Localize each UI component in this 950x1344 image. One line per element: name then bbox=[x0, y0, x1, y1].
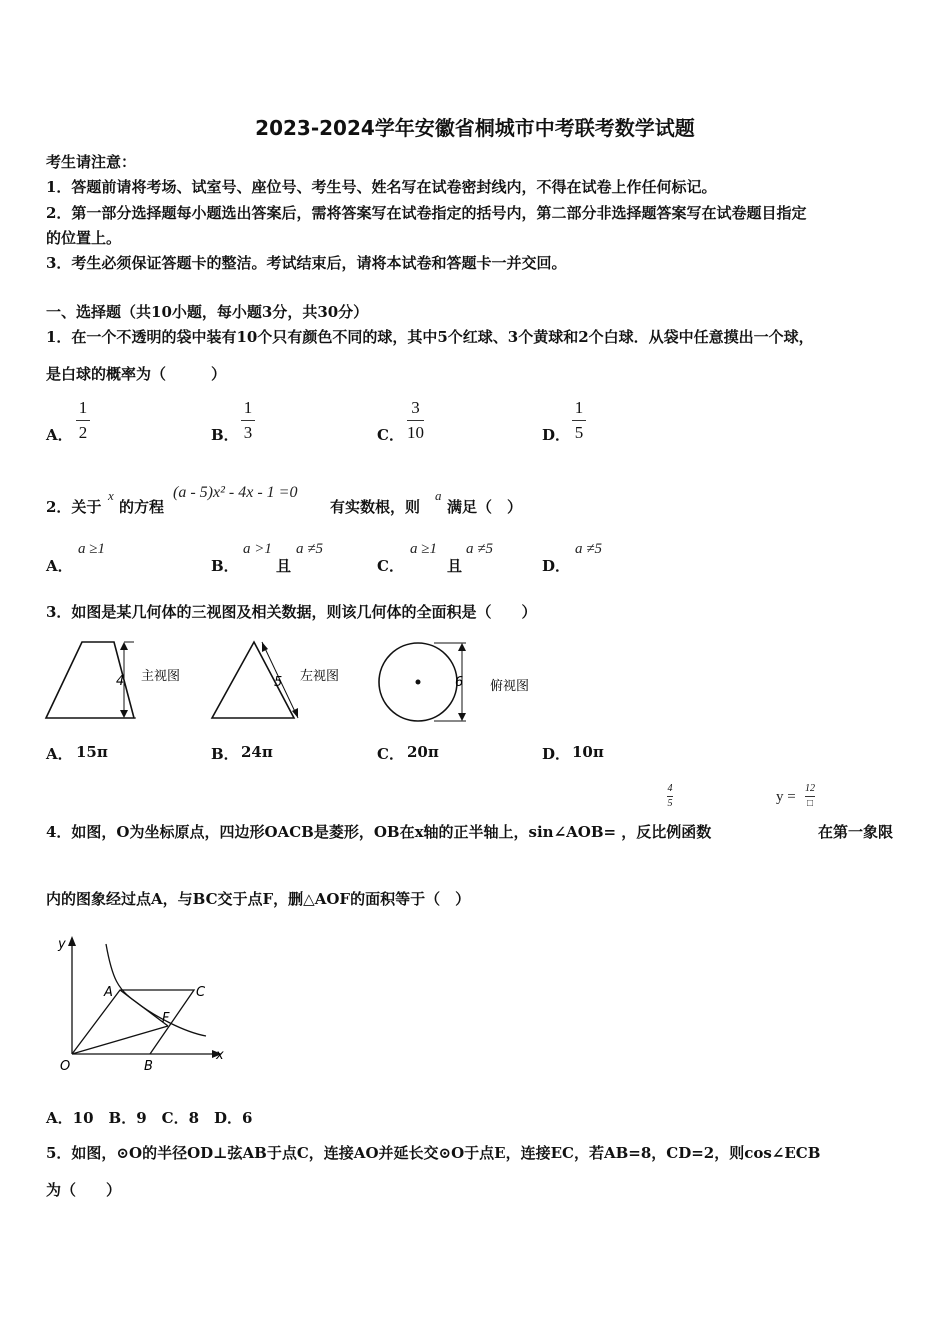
q4-stem: 4．如图，O为坐标原点，四边形OACB是菱形，OB在x轴的正半轴上，sin∠AOB= ，反比例函数 bbox=[46, 823, 712, 841]
section-heading: 一、选择题（共10小题，每小题3分，共30分） bbox=[46, 303, 369, 321]
side-view-dimension: 5 bbox=[274, 675, 283, 690]
notice-item-1: 1．答题前请将考场、试室号、座位号、考生号、姓名写在试卷密封线内，不得在试卷上作任何标记。 bbox=[46, 178, 717, 196]
q4-options: A．10 B．9 C．8 D．6 bbox=[46, 1109, 253, 1127]
q4-function-fraction: 12 □ bbox=[805, 783, 815, 809]
front-view-dimension: 4 bbox=[116, 674, 125, 689]
front-view-caption: 主视图 bbox=[141, 669, 181, 684]
q3-option-label: B． bbox=[211, 745, 239, 763]
q2-option-b-expr2: a ≠5 bbox=[296, 541, 323, 557]
q2-option-b-expr: a >1 bbox=[243, 541, 272, 557]
point-a-label: A bbox=[104, 985, 113, 1000]
q1-option-d-fraction: 1 5 bbox=[572, 398, 586, 443]
q4-stem-end: 在第一象限 bbox=[818, 823, 894, 841]
q2-option-c-expr2: a ≠5 bbox=[466, 541, 493, 557]
point-b-label: B bbox=[144, 1059, 153, 1074]
notice-item-3: 3．考生必须保证答题卡的整洁。考试结束后，请将本试卷和答题卡一并交回。 bbox=[46, 254, 567, 272]
q2-option-label: A． bbox=[46, 557, 73, 575]
point-c-label: C bbox=[196, 985, 206, 1000]
side-view-figure bbox=[210, 634, 370, 726]
side-view-caption: 左视图 bbox=[300, 669, 340, 684]
q2-stem-mid: 的方程 bbox=[119, 498, 165, 516]
q2-option-b-conj: 且 bbox=[276, 557, 292, 575]
q2-option-d-expr: a ≠5 bbox=[575, 541, 602, 557]
top-view-figure bbox=[374, 634, 544, 726]
q4-stem-cont: 内的图象经过点A，与BC交于点F，删△AOF的面积等于（ ） bbox=[46, 890, 471, 908]
q2-option-label: C． bbox=[377, 557, 404, 575]
q3-option-d-value: 10π bbox=[572, 743, 604, 761]
q2-var-a: a bbox=[435, 488, 442, 503]
front-view-figure bbox=[44, 634, 204, 726]
q1-option-label: B． bbox=[211, 426, 239, 444]
top-view-dimension: 6 bbox=[455, 675, 464, 690]
q2-stem-prefix: 2．关于 bbox=[46, 498, 102, 516]
q4-sin-fraction: 4 5 bbox=[667, 783, 673, 809]
q5-stem: 5．如图，⊙O的半径OD⊥弦AB于点C，连接AO并延长交⊙O于点E，连接EC，若AB=8，CD=2，则cos∠ECB bbox=[46, 1144, 821, 1162]
q2-option-label: D． bbox=[542, 557, 571, 575]
q3-option-c-value: 20π bbox=[407, 743, 439, 761]
q2-var-x: x bbox=[108, 488, 114, 503]
x-axis-label: x bbox=[216, 1048, 224, 1063]
q1-stem-cont: 是白球的概率为（ ） bbox=[46, 365, 227, 383]
q1-option-b-fraction: 1 3 bbox=[241, 398, 255, 443]
point-f-label: F bbox=[162, 1011, 170, 1026]
q3-option-label: A． bbox=[46, 745, 73, 763]
q3-option-b-value: 24π bbox=[241, 743, 273, 761]
q3-option-label: D． bbox=[542, 745, 571, 763]
q2-equation: (a - 5)x² - 4x - 1 =0 bbox=[173, 484, 298, 501]
q2-option-c-conj: 且 bbox=[447, 557, 463, 575]
q1-option-label: A． bbox=[46, 426, 73, 444]
q1-option-label: C． bbox=[377, 426, 404, 444]
y-axis-label: y bbox=[58, 937, 66, 952]
q3-option-a-value: 15π bbox=[76, 743, 108, 761]
notice-item-2: 2．第一部分选择题每小题选出答案后，需将答案写在试卷指定的括号内，第二部分非选择题答案写在试卷题目指定 bbox=[46, 204, 807, 222]
q1-option-c-fraction: 3 10 bbox=[407, 398, 424, 442]
q1-option-label: D． bbox=[542, 426, 571, 444]
q3-option-label: C． bbox=[377, 745, 404, 763]
notice-heading: 考生请注意： bbox=[46, 153, 137, 171]
notice-item-2-cont: 的位置上。 bbox=[46, 229, 122, 247]
q5-stem-cont: 为（ ） bbox=[46, 1181, 122, 1199]
q4-graph bbox=[44, 928, 244, 1078]
q2-option-c-expr: a ≥1 bbox=[410, 541, 437, 557]
q2-option-label: B． bbox=[211, 557, 239, 575]
q1-stem: 1．在一个不透明的袋中装有10个只有颜色不同的球，其中5个红球、3个黄球和2个白球．从袋中任意摸出一个球， bbox=[46, 328, 814, 346]
q4-function-lhs: y = bbox=[776, 789, 796, 805]
q2-option-a-expr: a ≥1 bbox=[78, 541, 105, 557]
q2-stem-mid2: 有实数根，则 bbox=[330, 498, 421, 516]
page-title: 2023-2024学年安徽省桐城市中考联考数学试题 bbox=[255, 116, 695, 140]
point-o-label: O bbox=[60, 1059, 71, 1074]
q3-stem: 3．如图是某几何体的三视图及相关数据，则该几何体的全面积是（ ） bbox=[46, 603, 537, 621]
q2-stem-suffix: 满足（ ） bbox=[447, 498, 523, 516]
top-view-caption: 俯视图 bbox=[490, 679, 530, 694]
q1-option-a-fraction: 1 2 bbox=[76, 398, 90, 443]
